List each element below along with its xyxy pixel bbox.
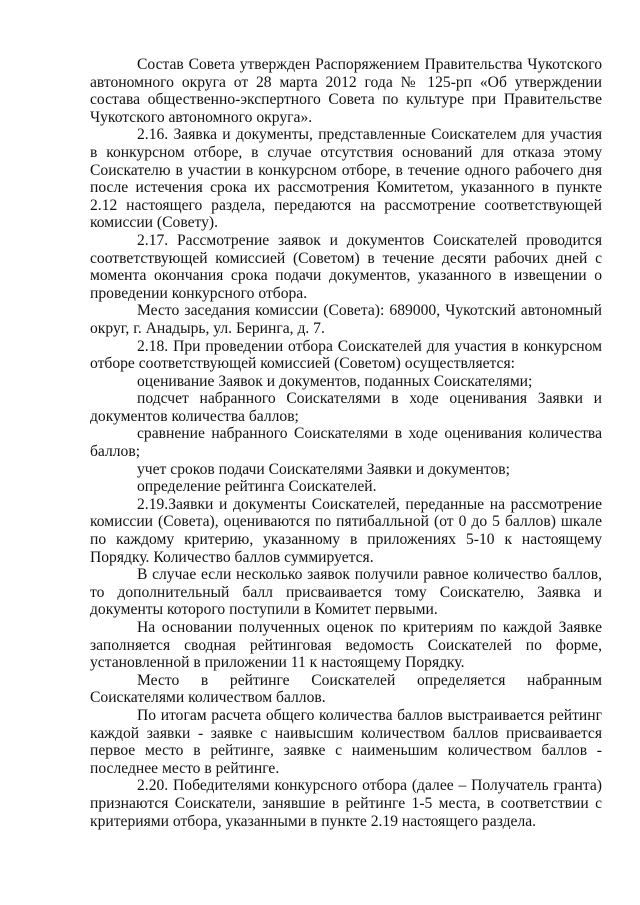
paragraph-2-18: 2.18. При проведении отбора Соискателей для участия в конкурсном отборе соответствующей комиссией (Советом) осуществляется: xyxy=(90,337,602,373)
document-page xyxy=(90,56,602,830)
paragraph-2-16: 2.16. Заявка и документы, представленные Соискателем для участия в конкурсном отборе, в случае отсутствия оснований для отказа этому Соискателю в участии в конкурсном отборе, в течение одного рабочего дня после истечения срока их рассмотрения Комитетом, указанного в пункте 2.12 настоящего раздела, передаются на рассмотрение соответствующей комиссии (Совету). xyxy=(90,126,602,232)
list-item-points-comparison: сравнение набранного Соискателями в ходе оценивания количества баллов; xyxy=(90,425,602,461)
paragraph-meeting-place: Место заседания комиссии (Совета): 689000, Чукотский автономный округ, г. Анадырь, ул. Беринга, д. 7. xyxy=(90,302,602,337)
paragraph-2-20: 2.20. Победителями конкурсного отбора (далее – Получатель гранта) признаются Соискатели, занявшие в рейтинге 1-5 места, в соответствии с критериями отбора, указанными в пункте 2.19 настоящего раздела. xyxy=(90,777,602,830)
paragraph-rating-order: По итогам расчета общего количества баллов выстраивается рейтинг каждой заявки - заявке с наивысшим количеством баллов присваивается первое место в рейтинге, заявке с наименьшим количеством баллов - последнее место в рейтинге. xyxy=(90,706,602,777)
paragraph-rating-sheet: На основании полученных оценок по критериям по каждой Заявке заполняется сводная рейтинговая ведомость Соискателей по форме, установленной в приложении 11 к настоящему Порядку. xyxy=(90,619,602,672)
list-item-points-count: подсчет набранного Соискателями в ходе оценивания Заявки и документов количества баллов; xyxy=(90,390,602,425)
paragraph-council-composition: Состав Совета утвержден Распоряжением Правительства Чукотского автономного округа от 28 марта 2012 года № 125-рп «Об утверждении состава общественно-экспертного Совета по культуре при Правительстве Чукотского автономного округа». xyxy=(90,56,602,126)
list-item-deadlines: учет сроков подачи Соискателями Заявки и документов; xyxy=(137,460,511,478)
paragraph-2-17: 2.17. Рассмотрение заявок и документов Соискателей проводится соответствующей комиссией (Советом) в течение десяти рабочих дней с момента окончания срока подачи документов, указанного в извещении о проведении конкурсного отбора. xyxy=(90,231,602,302)
paragraph-2-19: 2.19.Заявки и документы Соискателей, переданные на рассмотрение комиссии (Совета), оцениваются по пятибалльной (от 0 до 5 баллов) шкале по каждому критерию, указанному в приложениях 5-10 к настоящему Порядку. Количество баллов суммируется. xyxy=(90,495,602,566)
paragraph-rating-place: Место в рейтинге Соискателей определяется набранным Соискателями количеством баллов. xyxy=(90,671,602,707)
paragraph-equal-points: В случае если несколько заявок получили равное количество баллов, то дополнительный балл присваивается тому Соискателю, Заявка и документы которого поступили в Комитет первыми. xyxy=(90,566,602,619)
list-item-evaluation: оценивание Заявок и документов, поданных Соискателями; xyxy=(137,372,533,390)
list-item-rating: определение рейтинга Соискателей. xyxy=(137,478,377,496)
